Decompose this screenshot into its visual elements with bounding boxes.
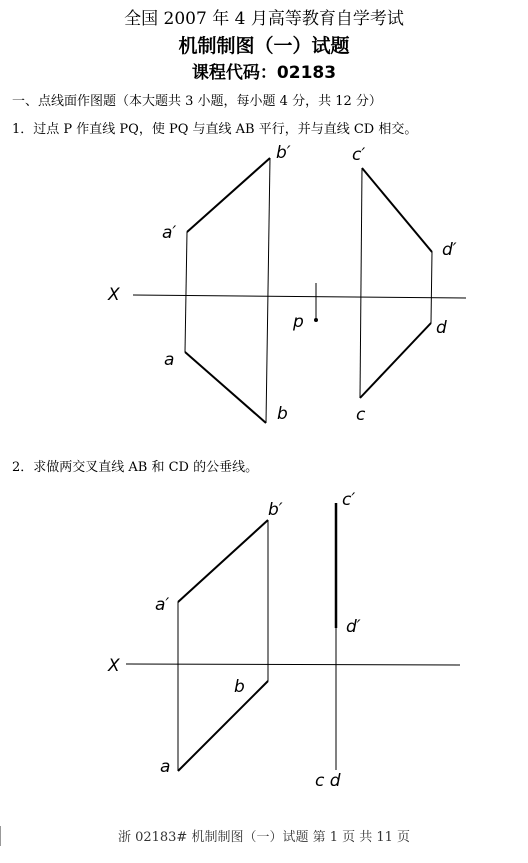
label-a-2: a xyxy=(160,757,171,777)
label-b-prime: b′ xyxy=(276,143,291,163)
question-2-text: 2．求做两交叉直线 AB 和 CD 的公垂线。 xyxy=(12,460,259,475)
label-c-prime-2: c′ xyxy=(342,490,356,510)
exam-title: 全国 2007 年 4 月高等教育自学考试 xyxy=(124,9,404,29)
label-a-prime-2: a′ xyxy=(155,595,170,615)
label-c-prime: c′ xyxy=(352,145,366,165)
page-footer: 浙 02183# 机制制图（一）试题 第 1 页 共 11 页 xyxy=(117,830,411,845)
question-1-text: 1．过点 P 作直线 PQ，使 PQ 与直线 AB 平行，并与直线 CD 相交。 xyxy=(12,122,418,137)
label-c: c xyxy=(356,405,366,425)
label-b: b xyxy=(277,404,288,424)
label-b-2: b xyxy=(234,677,245,697)
course-code: 课程代码：02183 xyxy=(191,63,337,83)
label-d-prime: d′ xyxy=(442,240,457,260)
label-x: X xyxy=(108,285,120,305)
line-a-prime-b-prime-2 xyxy=(178,520,268,602)
label-d: d xyxy=(436,318,447,338)
course-title: 机制制图（一）试题 xyxy=(178,35,350,57)
label-x-2: X xyxy=(108,656,120,676)
label-d-prime-2: d′ xyxy=(346,617,361,637)
section-heading: 一、点线面作图题（本大题共 3 小题，每小题 4 分，共 12 分） xyxy=(12,94,382,109)
line-a-b-2 xyxy=(178,681,268,771)
label-cd-2: c d xyxy=(315,771,341,791)
label-p: p xyxy=(293,312,304,332)
label-b-prime-2: b′ xyxy=(268,500,283,520)
label-a: a xyxy=(164,350,175,370)
x-axis-line-2 xyxy=(126,664,460,665)
label-a-prime: a′ xyxy=(162,223,177,243)
